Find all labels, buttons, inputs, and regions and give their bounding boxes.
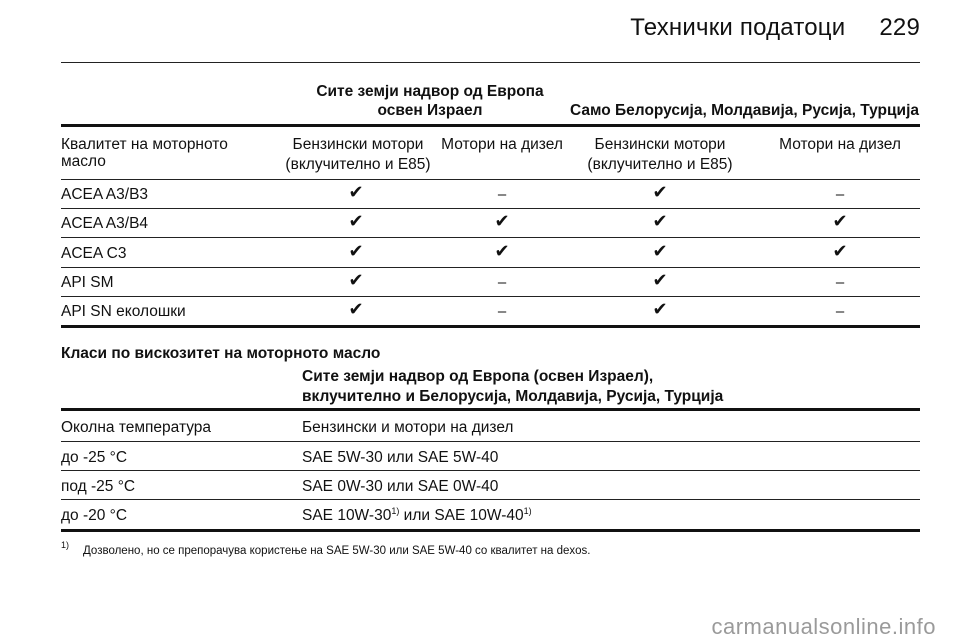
table-row-temp: под -25 °C [61,478,136,495]
col-header-petrol-2-note: (вклучително и E85) [587,156,733,173]
cell-mark: ✔ [652,182,668,203]
cell-mark: ✔ [652,211,668,232]
col-header-engines: Бензински и мотори на дизел [302,419,514,436]
cell-mark: ✔ [652,241,668,262]
cell-mark: ✔ [348,182,364,203]
footnote-text: Дозволено, но се препорачува користење на SAE 5W-30 или SAE 5W-40 со квалитет на dexos. [83,545,591,557]
footnote-marker: 1) [61,540,70,550]
row-divider [61,208,920,209]
cell-mark: ✔ [348,211,364,232]
table-row-grade: SAE 5W-30 или SAE 5W-40 [302,449,499,466]
cell-mark: ✔ [832,241,848,262]
viscosity-table-bottom-rule [61,529,920,532]
cell-mark: ✔ [494,241,510,262]
group-header-cis-countries: Само Белорусија, Молдавија, Русија, Турција [570,102,919,119]
viscosity-group-header-line2: вклучително и Белорусија, Молдавија, Русија, Турција [302,388,724,405]
row-divider [61,267,920,268]
table-row-label: ACEA A3/B3 [61,186,149,203]
table-row-temp: до -20 °C [61,507,128,524]
cell-mark: ✔ [652,270,668,291]
footnote-ref: 1) [523,506,532,516]
table-row-label: API SN еколошки [61,303,186,320]
col-header-petrol-2: Бензински мотори [594,136,726,153]
table-top-rule [61,124,920,127]
cell-mark: – [835,303,845,320]
table-row-label: ACEA C3 [61,245,127,262]
row-divider [61,441,920,442]
group-header-outside-europe-line1: Сите земји надвор од Европа [316,83,544,100]
col-header-oil-quality-line2: масло [61,153,106,170]
footnote-ref: 1) [391,506,400,516]
cell-mark: ✔ [348,270,364,291]
cell-mark: – [497,186,507,203]
cell-mark: – [835,186,845,203]
group-header-outside-europe-line2: освен Израел [377,102,483,119]
cell-mark: – [497,303,507,320]
section-heading: Класи по вискозитет на моторното масло [61,345,381,362]
cell-mark: ✔ [494,211,510,232]
header-divider [61,62,920,63]
cell-mark: – [497,274,507,291]
cell-mark: ✔ [348,241,364,262]
col-header-petrol-1-note: (вклучително и E85) [285,156,431,173]
page-title: Технички податоци [630,14,846,41]
row-divider [61,296,920,297]
table-bottom-rule [61,325,920,328]
col-header-ambient-temp: Околна температура [61,419,212,436]
row-divider [61,499,920,500]
table-row-grade: SAE 0W-30 или SAE 0W-40 [302,478,499,495]
page-header [630,14,920,42]
viscosity-table-top-rule [61,408,920,411]
footnote [61,540,591,558]
table-row-label: API SM [61,274,114,291]
watermark: carmanualsonline.info [711,614,936,639]
cell-mark: – [835,274,845,291]
table-row-grade: SAE 10W-30$^{1)}$ или SAE 10W-40$^{1)}$ [302,506,532,524]
cell-mark: ✔ [348,299,364,320]
row-divider [61,237,920,238]
col-header-diesel-1: Мотори на дизел [441,136,563,153]
row-divider [61,470,920,471]
page-number: 229 [879,14,920,41]
col-header-diesel-2: Мотори на дизел [779,136,901,153]
col-header-petrol-1: Бензински мотори [292,136,424,153]
cell-mark: ✔ [652,299,668,320]
table-row-label: ACEA A3/B4 [61,215,149,232]
col-header-oil-quality-line1: Квалитет на моторното [61,136,228,153]
row-divider [61,179,920,180]
table-row-temp: до -25 °C [61,449,128,466]
cell-mark: ✔ [832,211,848,232]
viscosity-group-header-line1: Сите земји надвор од Европа (освен Израел), [302,368,654,385]
